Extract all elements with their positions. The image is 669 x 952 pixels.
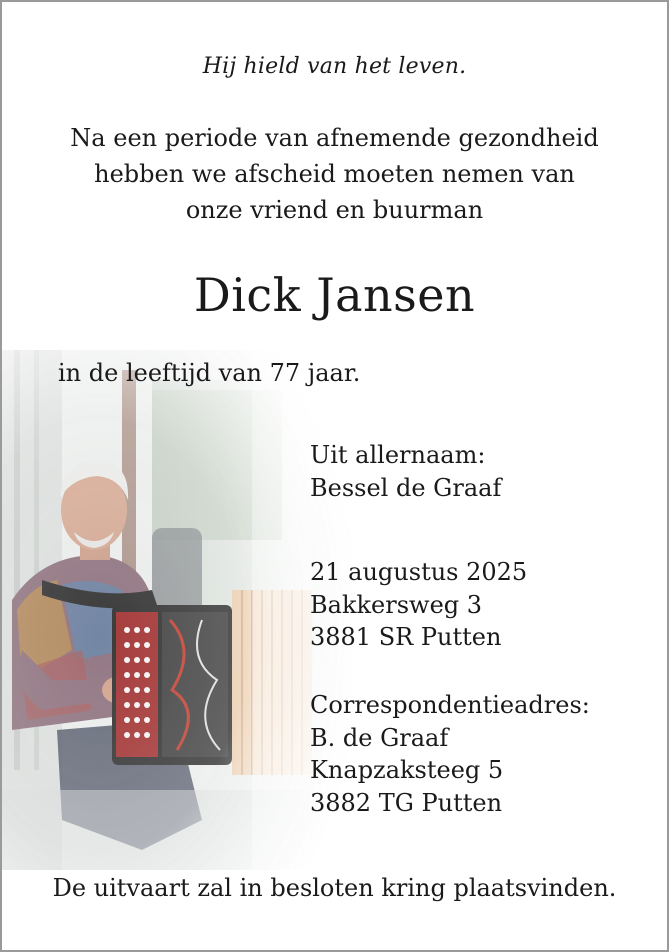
- family-label: Uit allernaam:: [310, 441, 486, 469]
- date-address-block: [310, 556, 527, 654]
- correspondence-block: [310, 689, 590, 819]
- photo-accordion-player: [2, 350, 352, 870]
- family-block: [310, 439, 501, 504]
- date: 21 augustus 2025: [310, 558, 528, 586]
- correspondence-city: 3882 TG Putten: [310, 788, 503, 817]
- closing-line: De uitvaart zal in besloten kring plaatsvinden.: [52, 874, 617, 902]
- intro-line: Na een periode van afnemende gezondheid: [70, 124, 599, 152]
- deceased-name: Dick Jansen: [193, 268, 476, 322]
- correspondence-label: Correspondentieadres:: [310, 691, 590, 719]
- intro-line: hebben we afscheid moeten nemen van: [94, 160, 575, 188]
- address-street: Bakkersweg 3: [310, 590, 483, 619]
- motto: Hij hield van het leven.: [202, 54, 467, 79]
- correspondence-name: B. de Graaf: [310, 723, 449, 752]
- intro-line: onze vriend en buurman: [185, 196, 484, 224]
- family-name: Bessel de Graaf: [310, 473, 502, 502]
- age-line: in de leeftijd van 77 jaar.: [58, 359, 361, 387]
- correspondence-street: Knapzaksteeg 5: [310, 756, 504, 784]
- intro-text: [2, 120, 667, 228]
- address-city: 3881 SR Putten: [310, 623, 502, 651]
